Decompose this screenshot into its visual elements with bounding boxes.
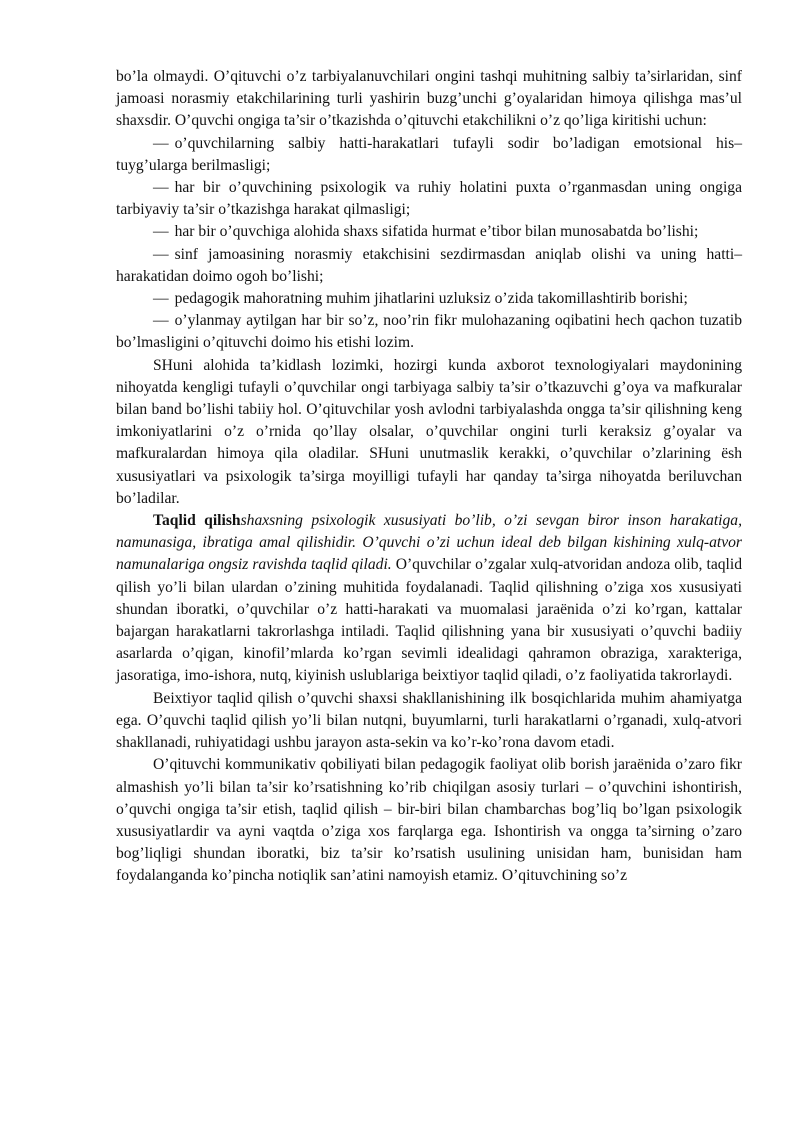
term-taqlid-qilish: Taqlid qilish (153, 512, 241, 530)
list-item (116, 177, 742, 221)
dash-bullet: — (153, 312, 169, 330)
dash-bullet: — (153, 134, 169, 152)
list-item (116, 221, 742, 243)
list-item (116, 288, 742, 310)
list-item (116, 133, 742, 177)
dash-bullet: — (153, 179, 169, 197)
paragraph-intro: bo’la olmaydi. O’qituvchi o’z tarbiyalanuvchilari ongini tashqi muhitning salbiy ta’sirlaridan, sinf jamoasi norasmiy etakchilarining turli yashirin buzg’unchi g’oyalaridan himoya qilishga mas’ul shaxsdir. O’quvchi ongiga ta’sir o’tkazishda o’qituvchi etakchilikni o’z qo’liga kiritishi uchun: (116, 68, 742, 130)
dash-bullet: — (153, 245, 169, 263)
dash-bullet: — (153, 290, 169, 308)
list-item-text: pedagogik mahoratning muhim jihatlarini uzluksiz o’zida takomillashtirib borishi; (174, 290, 688, 308)
dash-bullet: — (153, 223, 169, 241)
list-item-text: har bir o’quvchining psixologik va ruhiy holatini puxta o’rganmasdan uning ongiga tarbiyaviy ta’sir o’tkazishga harakat qilmasligi; (116, 179, 742, 219)
list-item-text: sinf jamoasining norasmiy etakchisini sezdirmasdan aniqlab olishi va uning hatti–harakatidan doimo ogoh bo’lishi; (116, 245, 742, 285)
paragraph-kommunikativ: O’qituvchi kommunikativ qobiliyati bilan pedagogik faoliyat olib borish jaraёnida o’zaro fikr almashish yo’li bilan ta’sir ko’rsatishning ko’rib chiqilgan asosiy turlari – o’quvchini ishontirish, o’quvchi ongiga ta’sir etish, taqlid qilish – bir-biri bilan chambarchas bog’liq bo’lgan psixologik xususiyatlardir va ayni vaqtda o’ziga xos farqlarga ega. Ishontirish va ongga ta’sirning o’zaro bog’liqligi shundan iboratki, biz ta’sir ko’rsatish usulining unisidan ham, bunisidan ham foydalanganda ko’pincha notiqlik san’atini namoyish etamiz. O’qituvchining so’z (116, 756, 742, 885)
list-item-text: o’quvchilarning salbiy hatti-harakatlari tufayli sodir bo’ladigan emotsional his–tuyg’ularga berilmasligi; (116, 134, 742, 174)
list-item-text: har bir o’quvchiga alohida shaxs sifatida hurmat e’tibor bilan munosabatda bo’lishi; (174, 223, 699, 241)
paragraph-taqlid-rest: O’quvchilar o’zgalar xulq-atvoridan andoza olib, taqlid qilish yo’li bilan ulardan o’zining muhitida foydalanadi. Taqlid qilishning o’ziga xos xususiyati shundan iboratki, o’quvchilar o’z hatti-harakati va muomalasi jaraёnida o’zi ko’rgan, kattalar bajargan harakatlarni takrorlashga intiladi. Taqlid qilishning yana bir xususiyati o’quvchi badiiy asarlarda o’qigan, kinofil’mlarda ko’rgan sevimli idealidagi qahramon obraziga, xarakteriga, jasoratiga, imo-ishora, nutq, kiyinish uslublariga beixtiyor taqlid qiladi, o’z faoliyatida takrorlaydi. (116, 556, 742, 685)
paragraph-taqlid (116, 510, 742, 688)
list-item (116, 244, 742, 288)
term-definition: shaxsning psixologik xususiyati bo’lib, o’zi sevgan biror inson harakatiga, namunasiga, ibratiga amal qilishidir. O’quvchi o’zi uchun ideal deb bilgan kishining xulq-atvor namunalariga ongsiz ravishda taqlid qiladi. (116, 512, 742, 574)
paragraph-beixtiyor: Beixtiyor taqlid qilish o’quvchi shaxsi shakllanishining ilk bosqichlarida muhim ahamiyatga ega. O’quvchi taqlid qilish yo’li bilan nutqni, buyumlarni, turli harakatlarni o’rganadi, xulq-atvori shakllanadi, ruhiyatidagi ushbu jarayon asta-sekin va ko’r-ko’rona davom etadi. (116, 689, 742, 752)
paragraph-shuni: SHuni alohida ta’kidlash lozimki, hozirgi kunda axborot texnologiyalari maydonining nihoyatda kengligi tufayli o’quvchilar ongi tarbiyaga salbiy ta’sir o’tkazuvchi g’oya va mafkuralar bilan band bo’lishi tabiiy hol. O’qituvchilar yosh avlodni tarbiyalashda ongga ta’sir qilishning keng imkoniyatlarini o’z o’rnida qo’llay olsalar, o’quvchilar ongini turli keraksiz g’oyalar va mafkuralardan himoya qila oladilar. SHuni unutmaslik kerakki, o’quvchilar o’zlarining ёsh xususiyatlari va psixologik ta’sirga moyilligi tufayli har qanday ta’sirga nihoyatda beriluvchan bo’ladilar. (116, 356, 742, 507)
document-page (116, 66, 742, 888)
list-item-text: o’ylanmay aytilgan har bir so’z, noo’rin fikr mulohazaning oqibatini hech qachon tuzatib bo’lmasligini o’qituvchi doimo his etishi lozim. (116, 312, 742, 352)
list-item (116, 310, 742, 354)
